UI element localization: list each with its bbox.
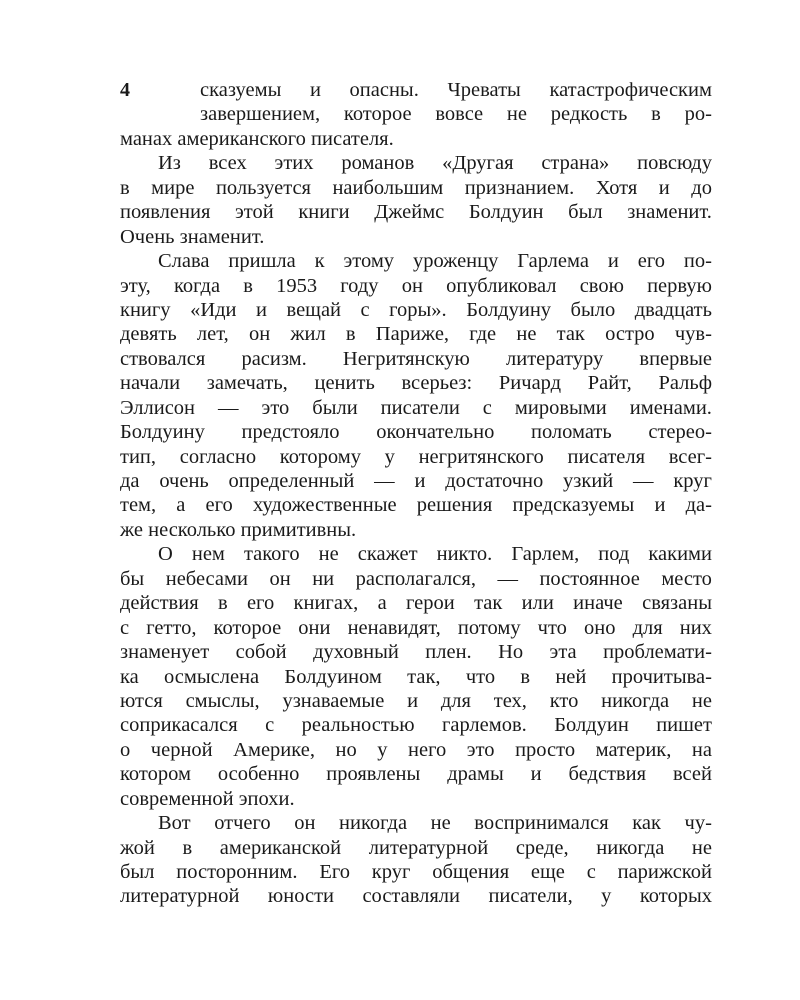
text-line xyxy=(120,469,712,493)
word: предсказуемы xyxy=(512,494,635,517)
word: соприкасался xyxy=(120,714,238,737)
word: романов xyxy=(341,152,415,175)
word: очень xyxy=(159,470,209,492)
word: и xyxy=(309,79,321,101)
word: Гарлем, xyxy=(511,543,580,566)
word: книгу xyxy=(120,298,171,321)
word: действия xyxy=(120,592,199,615)
word: лет, xyxy=(196,323,229,346)
page-number: 4 xyxy=(120,79,130,101)
word: воспринимался xyxy=(474,812,609,835)
text-line xyxy=(120,371,712,395)
word: прочитыва- xyxy=(611,665,712,688)
word: всег- xyxy=(668,445,712,468)
word: вовсе xyxy=(435,103,484,126)
word: «Другая xyxy=(442,152,514,175)
word: знаменит. xyxy=(627,201,712,224)
word: горы». xyxy=(389,298,447,321)
word: особенно xyxy=(217,763,300,786)
word: его xyxy=(246,592,275,615)
word: эту, xyxy=(120,274,151,297)
word: мировыми xyxy=(514,396,607,419)
text-line xyxy=(120,836,712,860)
word: писатели, xyxy=(488,885,573,908)
text-line xyxy=(120,616,712,640)
word: потому xyxy=(457,616,521,639)
word: Ричард xyxy=(498,372,562,395)
word: и xyxy=(607,250,619,273)
word: начали xyxy=(120,372,181,395)
word: в xyxy=(520,665,531,688)
word: но xyxy=(335,738,357,761)
word: у xyxy=(377,738,388,761)
word: небесами xyxy=(165,567,248,590)
word: духовный xyxy=(313,641,399,664)
word: этих xyxy=(274,152,314,175)
word: как xyxy=(632,812,661,835)
word: впервые xyxy=(639,347,712,370)
word: в xyxy=(345,323,356,346)
word: Джеймс xyxy=(374,201,445,224)
word: Болдуин xyxy=(468,201,544,224)
word: иначе xyxy=(573,592,623,615)
text-line xyxy=(120,713,712,737)
word: в xyxy=(182,836,193,859)
word: где xyxy=(469,323,497,346)
word: с xyxy=(120,616,130,639)
word: это xyxy=(261,396,290,419)
word: свою xyxy=(579,274,624,297)
word: Америке, xyxy=(233,738,315,761)
word: его xyxy=(637,250,665,273)
word: осмыслена xyxy=(164,665,260,688)
word: всех xyxy=(208,152,247,175)
word: Болдуину xyxy=(120,421,205,444)
word: в xyxy=(651,103,661,126)
word: бедствия xyxy=(568,763,647,786)
text-line xyxy=(120,591,712,615)
word: с xyxy=(586,861,596,883)
word: 1953 xyxy=(276,274,318,297)
word: на xyxy=(691,738,712,761)
word: что xyxy=(465,665,496,688)
word: Вот xyxy=(158,812,191,835)
word: ка xyxy=(120,665,139,688)
text-line: современной эпохи. xyxy=(120,787,295,810)
word: уроженцу xyxy=(412,250,499,273)
text-line xyxy=(120,102,712,126)
word: было xyxy=(570,298,616,321)
word: проявлены xyxy=(326,763,421,786)
word: страна» xyxy=(541,152,610,175)
word: всерьез: xyxy=(401,372,473,395)
text-line xyxy=(120,567,712,591)
word: это xyxy=(466,738,495,761)
word: или xyxy=(521,592,554,615)
word: а xyxy=(176,494,186,517)
text-line xyxy=(120,396,712,420)
word: никто. xyxy=(436,543,493,566)
word: Слава xyxy=(158,250,210,273)
word: никогда xyxy=(596,836,665,859)
word: когда xyxy=(173,274,221,297)
word: первую xyxy=(647,274,712,297)
word: — xyxy=(374,470,395,492)
word: проблемати- xyxy=(603,641,712,664)
word: ценить xyxy=(314,372,375,395)
word: не xyxy=(691,836,712,859)
word: — xyxy=(497,567,518,590)
word: Париже, xyxy=(375,323,450,346)
word: Чреваты xyxy=(447,79,521,101)
word: признанием. xyxy=(464,176,575,199)
word: Райт, xyxy=(587,372,632,395)
word: наибольшим xyxy=(332,176,444,199)
word: он xyxy=(294,812,316,835)
word: достаточно xyxy=(445,470,544,492)
word: и xyxy=(530,763,542,786)
text-line xyxy=(120,347,712,371)
word: двадцать xyxy=(634,298,712,321)
word: располагался, xyxy=(355,567,476,590)
word: круг xyxy=(371,861,411,883)
word: был xyxy=(120,861,155,883)
word: американской xyxy=(219,836,342,859)
word: него xyxy=(408,738,447,761)
word: Но xyxy=(498,641,524,664)
word: о xyxy=(120,738,131,761)
word: жил xyxy=(290,323,326,346)
word: до xyxy=(691,176,712,199)
text-line xyxy=(120,493,712,517)
word: гетто, xyxy=(146,616,197,639)
word: что xyxy=(537,616,567,639)
word: собой xyxy=(235,641,287,664)
word: стерео- xyxy=(648,421,712,444)
word: отчего xyxy=(214,812,271,835)
word: посторонним. xyxy=(176,861,298,883)
word: расизм. xyxy=(241,347,307,370)
word: литературной xyxy=(368,836,489,859)
word: году xyxy=(340,274,379,297)
body-text xyxy=(120,78,712,909)
word: для xyxy=(632,616,663,639)
word: постоянное xyxy=(539,567,640,590)
word: — xyxy=(633,470,654,492)
word: узкий xyxy=(563,470,614,492)
word: черной xyxy=(150,738,213,761)
text-line xyxy=(120,689,712,713)
word: были xyxy=(312,396,358,419)
word: Его xyxy=(319,861,350,883)
word: опубликовал xyxy=(446,274,557,297)
word: место xyxy=(661,567,712,590)
word: юности xyxy=(267,885,334,908)
word: никогда xyxy=(601,689,670,712)
word: жой xyxy=(120,836,155,859)
word: книгах, xyxy=(293,592,359,615)
text-line xyxy=(120,738,712,762)
word: он xyxy=(401,274,423,297)
word: ни xyxy=(312,567,335,590)
word: и xyxy=(414,470,426,492)
word: парижской xyxy=(617,861,712,883)
word: в xyxy=(243,274,253,297)
word: всей xyxy=(673,763,712,786)
word: решения xyxy=(416,494,493,517)
text-line xyxy=(120,249,712,273)
word: пишет xyxy=(656,714,712,737)
word: литературной xyxy=(120,885,240,908)
word: завершением, xyxy=(200,103,321,126)
word: к xyxy=(314,250,325,273)
word: пользуется xyxy=(215,176,311,199)
word: составляли xyxy=(362,885,460,908)
text-line xyxy=(120,151,712,175)
text-line xyxy=(120,884,712,908)
word: такого xyxy=(243,543,300,566)
text-line xyxy=(120,542,712,566)
word: вещай xyxy=(286,298,342,321)
word: они xyxy=(298,616,331,639)
word: тем, xyxy=(120,494,157,517)
word: эта xyxy=(549,641,577,664)
word: смыслы, xyxy=(185,689,260,712)
text-line xyxy=(120,762,712,786)
word: которых xyxy=(639,885,712,908)
word: да xyxy=(120,470,140,492)
word: гарлемов. xyxy=(441,714,527,737)
word: ются xyxy=(120,689,163,712)
word: этой xyxy=(235,201,274,224)
word: ро- xyxy=(684,103,712,126)
word: так xyxy=(474,592,503,615)
word: для xyxy=(440,689,471,712)
word: Болдуин xyxy=(554,714,629,737)
word: по- xyxy=(683,250,712,273)
text-line xyxy=(120,420,712,444)
word: писателя xyxy=(567,445,646,468)
word: окончательно xyxy=(376,421,495,444)
word: связаны xyxy=(642,592,712,615)
word: художественные xyxy=(252,494,397,517)
word: под xyxy=(598,543,630,566)
word: нем xyxy=(191,543,225,566)
word: Гарлема xyxy=(517,250,589,273)
word: знаменует xyxy=(120,641,210,664)
text-line: Очень знаменит. xyxy=(120,225,265,248)
text-line: же несколько примитивны. xyxy=(120,518,357,541)
word: еще xyxy=(530,861,565,883)
word: ней xyxy=(555,665,587,688)
word: ствовался xyxy=(120,347,206,370)
word: был xyxy=(568,201,603,224)
word: скажет xyxy=(357,543,418,566)
word: его xyxy=(205,494,233,517)
word: и xyxy=(658,176,670,199)
word: «Иди xyxy=(190,298,237,321)
word: тип, xyxy=(120,445,157,468)
word: бы xyxy=(120,567,145,590)
word: сказуемы xyxy=(200,79,282,101)
word: какими xyxy=(648,543,712,566)
word: писатели xyxy=(380,396,460,419)
word: которое xyxy=(343,103,412,126)
word: реальностью xyxy=(301,714,415,737)
word: которое xyxy=(213,616,282,639)
word: котором xyxy=(120,763,191,786)
word: среде, xyxy=(515,836,569,859)
word: с xyxy=(482,396,492,419)
text-line xyxy=(120,176,712,200)
word: поломать xyxy=(530,421,612,444)
word: он xyxy=(269,567,291,590)
word: с xyxy=(265,714,275,737)
text-line xyxy=(120,322,712,346)
word: а xyxy=(377,592,387,615)
word: Негритянскую xyxy=(342,347,470,370)
word: Из xyxy=(158,152,181,175)
text-line xyxy=(120,811,712,835)
word: Эллисон xyxy=(120,396,196,419)
word: он xyxy=(248,323,271,346)
word: плен. xyxy=(425,641,472,664)
word: у xyxy=(384,445,395,468)
word: ненавидят, xyxy=(347,616,441,639)
text-line xyxy=(120,298,712,322)
text-line xyxy=(120,665,712,689)
text-line xyxy=(120,274,712,298)
word: общения xyxy=(432,861,510,883)
text-line: манах американского писателя. xyxy=(120,127,394,150)
word: с xyxy=(360,298,370,321)
word: не xyxy=(516,323,537,346)
word: и xyxy=(256,298,268,321)
word: предстояло xyxy=(241,421,340,444)
word: литературу xyxy=(506,347,604,370)
word: кто xyxy=(549,689,579,712)
word: так, xyxy=(407,665,441,688)
word: герои xyxy=(406,592,455,615)
word: в xyxy=(217,592,228,615)
word: драмы xyxy=(447,763,504,786)
word: Ральф xyxy=(658,372,712,395)
word: появления xyxy=(120,201,211,224)
word: материк, xyxy=(595,738,672,761)
text-line xyxy=(120,200,712,224)
word: Болдуину xyxy=(466,298,552,321)
word: согласно xyxy=(179,445,257,468)
word: Хотя xyxy=(595,176,638,199)
word: в xyxy=(120,176,130,199)
word: именами. xyxy=(629,396,712,419)
word: которому xyxy=(279,445,361,468)
word: оно xyxy=(584,616,616,639)
word: не xyxy=(318,543,339,566)
word: не xyxy=(691,689,712,712)
word: пришла xyxy=(228,250,296,273)
word: опасны. xyxy=(349,79,419,101)
text-line xyxy=(120,860,712,884)
word: негритянского xyxy=(418,445,544,468)
word: чу- xyxy=(684,812,712,835)
word: Болдуином xyxy=(284,665,382,688)
word: чув- xyxy=(674,323,712,346)
word: не xyxy=(506,103,527,126)
word: да- xyxy=(685,494,712,517)
word: О xyxy=(158,543,173,566)
word: остро xyxy=(605,323,655,346)
word: не xyxy=(430,812,451,835)
word: повсюду xyxy=(637,152,712,175)
word: тех, xyxy=(493,689,527,712)
word: замечать, xyxy=(206,372,288,395)
word: девять xyxy=(120,323,177,346)
word: у xyxy=(601,885,612,908)
word: определенный xyxy=(228,470,355,492)
word: и xyxy=(654,494,666,517)
word: книги xyxy=(298,201,350,224)
word: катастрофическим xyxy=(549,79,712,101)
word: так xyxy=(556,323,585,346)
word: и xyxy=(407,689,419,712)
text-line xyxy=(120,78,712,102)
text-line xyxy=(120,640,712,664)
word: этому xyxy=(343,250,395,273)
word: круг xyxy=(673,470,712,492)
word: редкость xyxy=(550,103,628,126)
text-line xyxy=(120,445,712,469)
word: никогда xyxy=(339,812,408,835)
word: узнаваемые xyxy=(282,689,385,712)
word: просто xyxy=(515,738,576,761)
word: мире xyxy=(151,176,195,199)
word: — xyxy=(218,396,239,419)
word: них xyxy=(679,616,712,639)
